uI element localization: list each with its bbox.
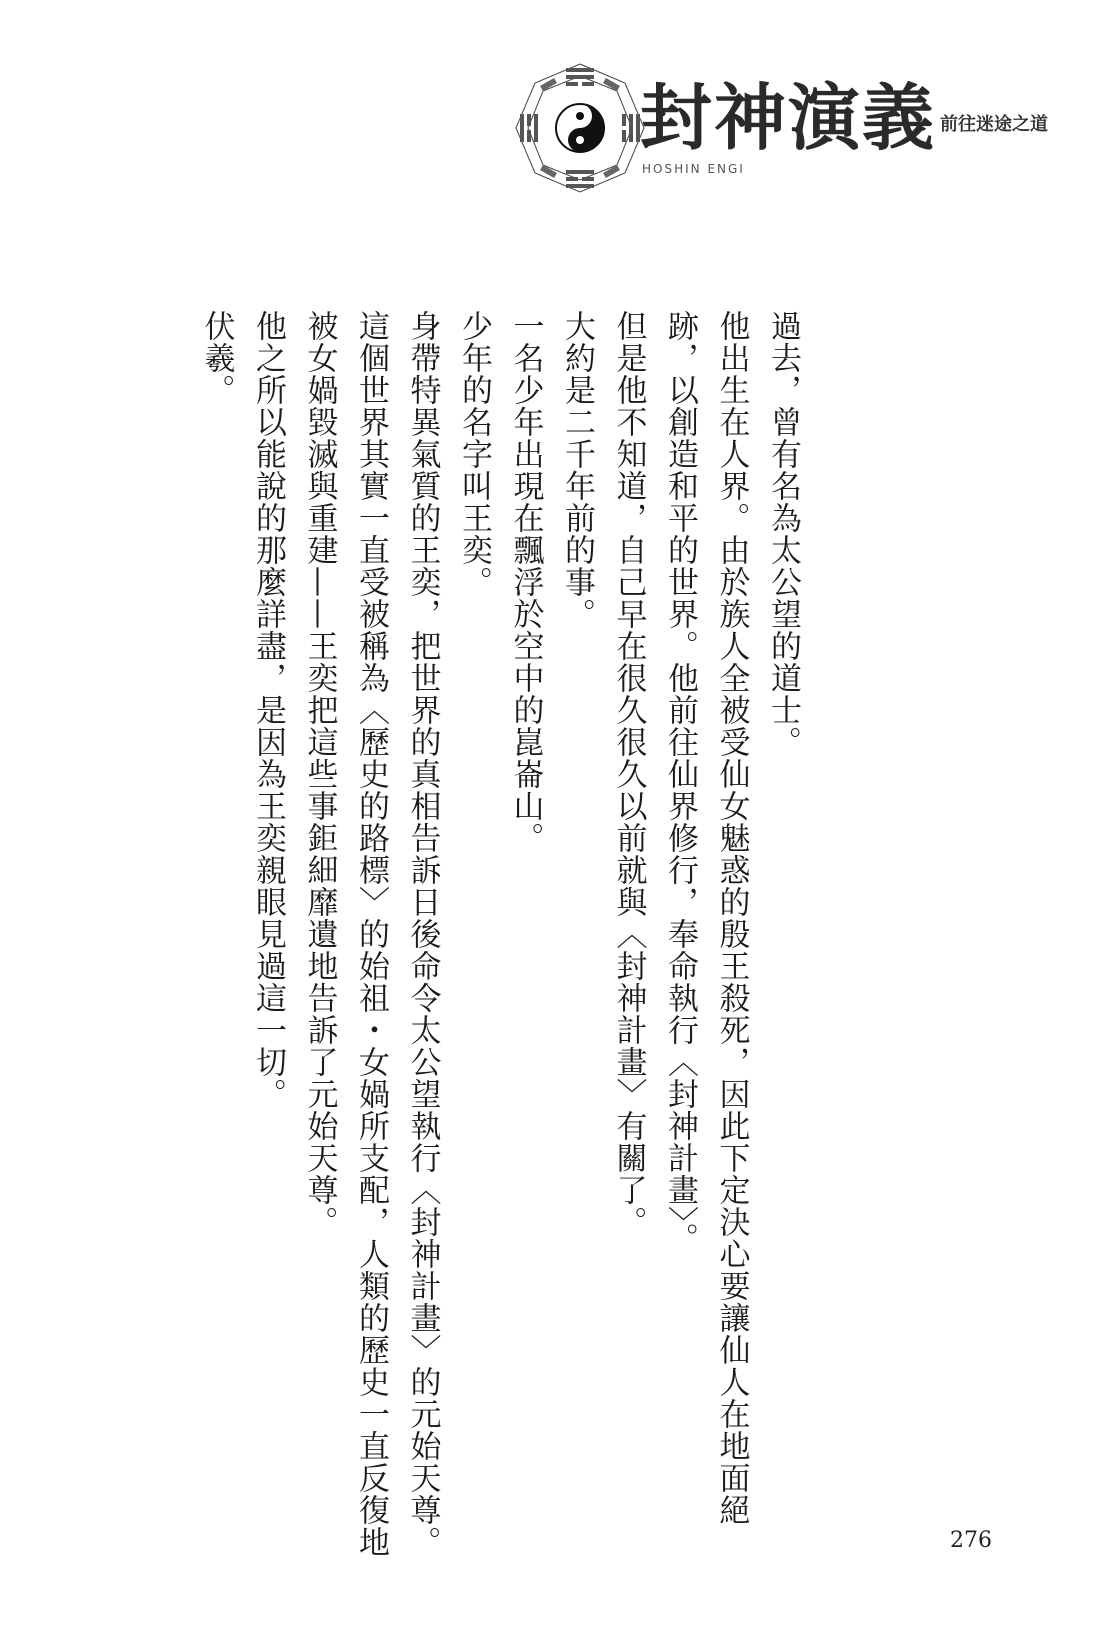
paragraph: 被女媧毀滅與重建——王奕把這些事鉅細靡遺地告訴了元始天尊。 bbox=[301, 310, 338, 1238]
paragraph: 跡，以創造和平的世界。他前往仙界修行，奉命執行〈封神計畫〉。 bbox=[662, 310, 698, 1255]
page-number: 276 bbox=[950, 1528, 992, 1553]
paragraph: 一名少年出現在飄浮於空中的崑崙山。 bbox=[507, 310, 544, 854]
book-title: 封神演義 bbox=[640, 76, 937, 160]
page-header bbox=[510, 58, 1070, 208]
paragraph: 身帶特異氣質的王奕，把世界的真相告訴日後命令太公望執行〈封神計畫〉的元始天尊。 bbox=[404, 310, 441, 1558]
paragraph: 過去，曾有名為太公望的道士。 bbox=[765, 310, 801, 758]
vertical-body-text bbox=[190, 310, 808, 1558]
book-title-romaji: HOSHIN ENGI bbox=[642, 162, 745, 176]
book-subtitle: 前往迷途之道 bbox=[940, 114, 1048, 135]
paragraph: 少年的名字叫王奕。 bbox=[456, 310, 492, 598]
paragraph: 但是他不知道，自己早在很久很久以前就與〈封神計畫〉有關了。 bbox=[610, 310, 647, 1238]
paragraph: 伏羲。 bbox=[198, 310, 235, 406]
paragraph: 他出生在人界。由於族人全被受仙女魅惑的殷王殺死，因此下定決心要讓仙人在地面絕 bbox=[713, 310, 750, 1526]
bagua-yinyang-icon bbox=[510, 58, 650, 198]
paragraph: 這個世界其實一直受被稱為〈歷史的路標〉的始祖・女媧所支配，人類的歷史一直反復地 bbox=[353, 310, 389, 1558]
paragraph: 大約是二千年前的事。 bbox=[559, 310, 595, 630]
paragraph: 他之所以能說的那麼詳盡，是因為王奕親眼見過這一切。 bbox=[250, 310, 286, 1110]
